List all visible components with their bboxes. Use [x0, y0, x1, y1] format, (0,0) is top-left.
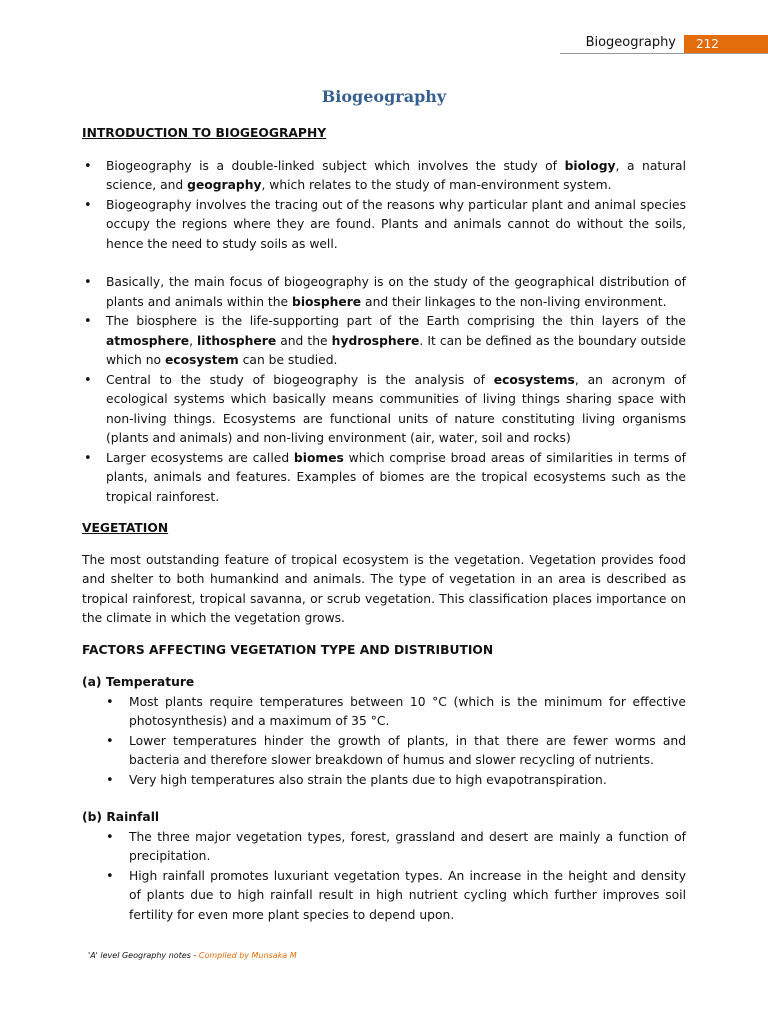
header-divider [560, 53, 768, 54]
list-item: • Larger ecosystems are called biomes which comprise broad areas of similarities in terms of plants, animals and features. Examples of biomes are the tropical ecosystems such as the tropical rainforest. [82, 449, 686, 508]
list-item: • Biogeography involves the tracing out of the reasons why particular plant and animal species occupy the regions where they are found. Plants and animals cannot do without the soils, hence the need to study soils as well. [82, 196, 686, 255]
rainfall-list [82, 828, 686, 926]
list-item: • Lower temperatures hinder the growth of plants, in that there are fewer worms and bacteria and therefore slower breakdown of humus and slower recycling of nutrients. [82, 732, 686, 771]
rainfall-subheading: (b) Rainfall [82, 810, 160, 824]
list-item: • Most plants require temperatures between 10 °C (which is the minimum for effective photosynthesis) and a maximum of 35 °C. [82, 693, 686, 732]
list-item: • High rainfall promotes luxuriant vegetation types. An increase in the height and density of plants due to high rainfall result in high nutrient cycling which further improves soil fertility for even more plant species to depend upon. [82, 867, 686, 926]
footer-credit: Compiled by Munsaka M [198, 951, 297, 960]
list-item: • The three major vegetation types, forest, grassland and desert are mainly a function of precipitation. [82, 828, 686, 867]
list-item: • Very high temperatures also strain the plants due to high evapotranspiration. [82, 771, 686, 791]
list-item: • Basically, the main focus of biogeography is on the study of the geographical distribution of plants and animals within the biosphere and their linkages to the non-living environment. [82, 273, 686, 312]
header-title: Biogeography [585, 35, 676, 50]
intro-heading: INTRODUCTION TO BIOGEOGRAPHY [82, 126, 327, 140]
page-content [82, 124, 686, 925]
factors-heading: FACTORS AFFECTING VEGETATION TYPE AND DISTRIBUTION [82, 642, 494, 657]
footer-label: 'A' level Geography notes - [88, 951, 199, 960]
list-item: • The biosphere is the life-supporting part of the Earth comprising the thin layers of the atmosphere, lithosphere and the hydrosphere. It can be defined as the boundary outside which no ecosystem can be studied. [82, 312, 686, 371]
vegetation-paragraph: The most outstanding feature of tropical ecosystem is the vegetation. Vegetation provides food and shelter to both humankind and animals. The type of vegetation in an area is described as tropical rainforest, tropical savanna, or scrub vegetation. This classification places importance on the climate in which the vegetation grows. [82, 552, 686, 625]
intro-list-1 [82, 157, 686, 255]
intro-list-2 [82, 273, 686, 507]
page-number-badge: 212 [684, 35, 768, 53]
document-title: Biogeography [321, 87, 447, 106]
temperature-list [82, 693, 686, 791]
vegetation-heading: VEGETATION [82, 521, 169, 535]
list-item: • Biogeography is a double-linked subject which involves the study of biology, a natural science, and geography, which relates to the study of man-environment system. [82, 157, 686, 196]
temperature-subheading: (a) Temperature [82, 675, 195, 689]
list-item: • Central to the study of biogeography is the analysis of ecosystems, an acronym of ecological systems which basically means communities of living things sharing space with non-living things. Ecosystems are functional units of nature constituting living organisms (plants and animals) and non-living environment (air, water, soil and rocks) [82, 371, 686, 449]
footer [88, 951, 297, 960]
